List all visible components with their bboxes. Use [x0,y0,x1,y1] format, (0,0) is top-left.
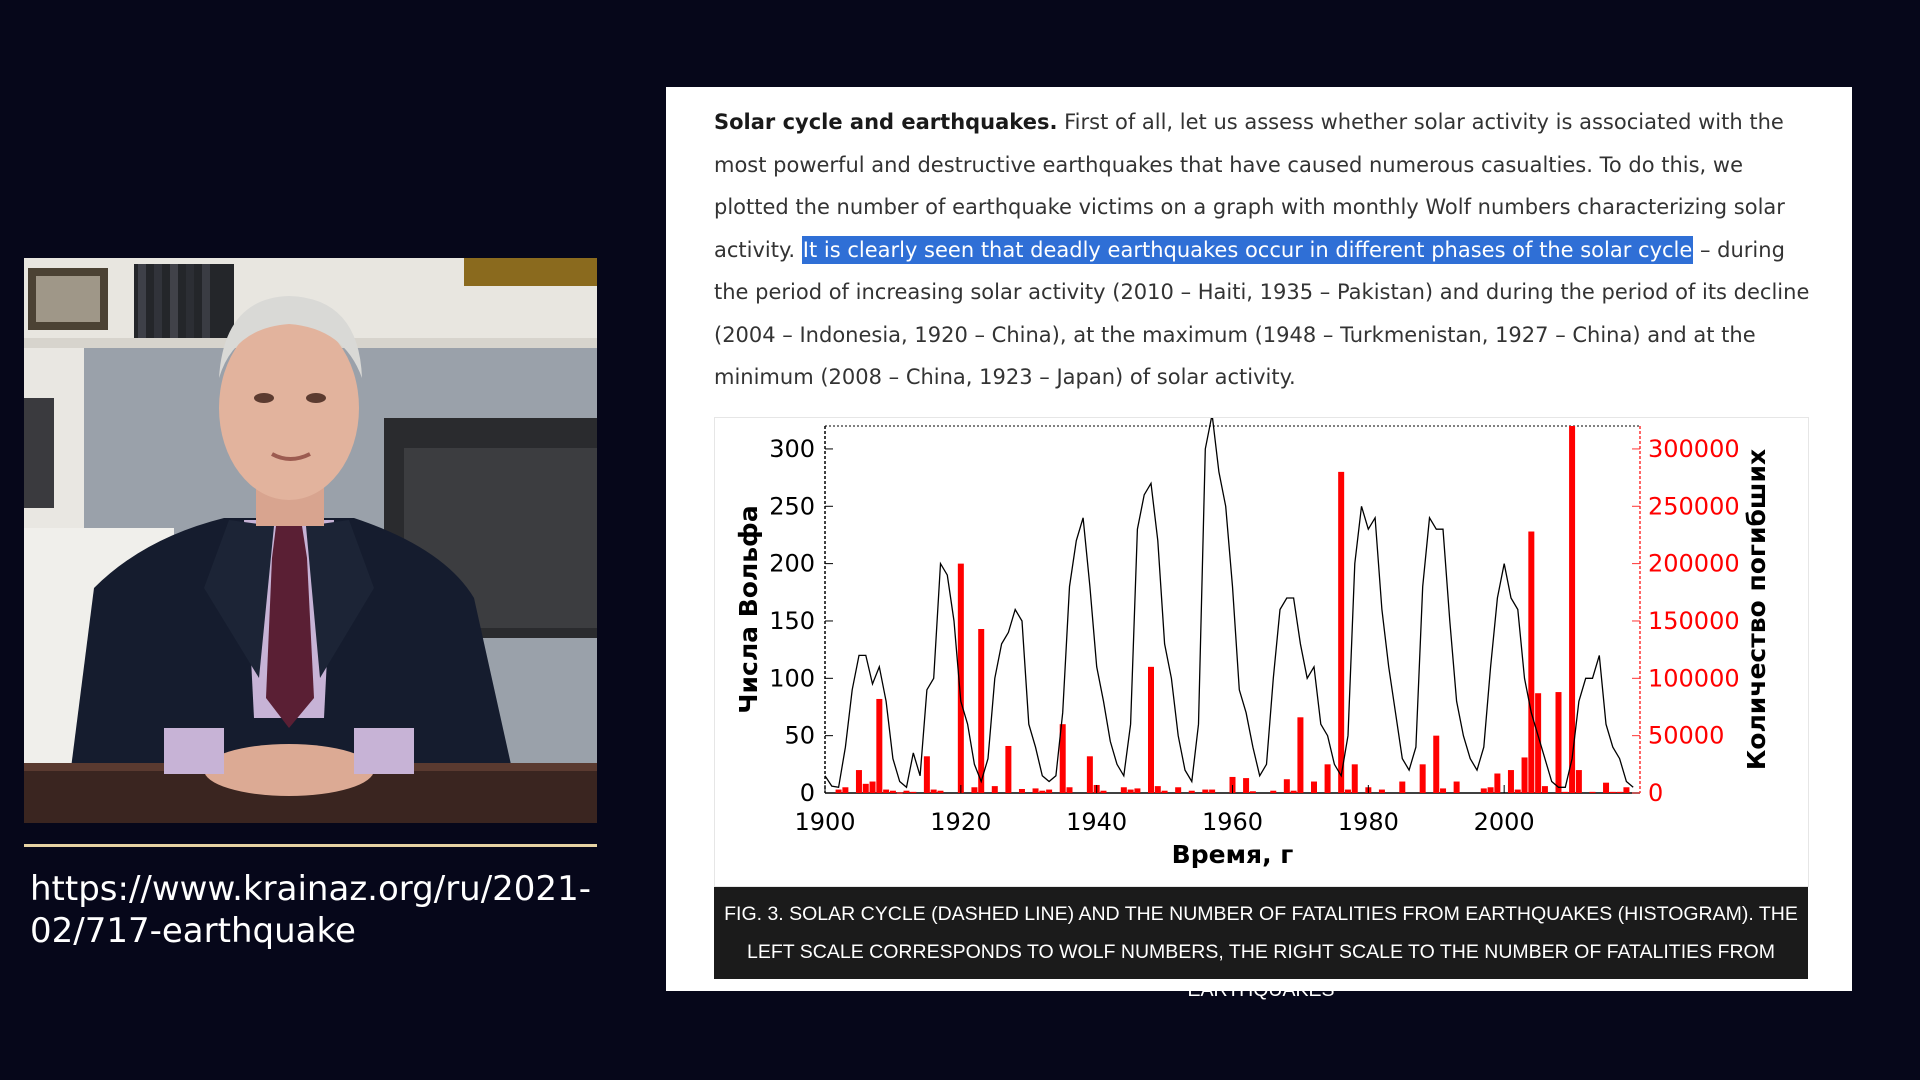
fatality-bar [1175,787,1181,793]
fatality-bar [992,786,998,793]
fatality-bar [1019,789,1025,793]
fatality-bar [1420,764,1426,793]
highlighted-text[interactable]: It is clearly seen that deadly earthquakes occur in different phases of the solar cycle [802,237,1693,262]
fatality-bar [1433,736,1439,793]
fatality-bar [924,756,930,793]
fatality-bar [904,791,910,793]
fatality-bar [1623,787,1629,793]
fatality-bar [1399,782,1405,793]
fatality-bar [1067,787,1073,793]
article-paragraph [714,101,1824,399]
fatality-bar [1617,792,1623,793]
fatality-bar [1033,788,1039,793]
fatality-bar [1121,787,1127,793]
fatality-bar [1270,791,1276,793]
fatality-bar [1100,791,1106,793]
fatality-bar [1311,782,1317,793]
fatality-bar [897,792,903,793]
fatality-bar [1494,774,1500,793]
fatality-bar [1087,756,1093,793]
fatality-bar [1576,770,1582,793]
article-card [666,87,1852,1001]
fatality-bar [1556,692,1562,793]
fatality-bar [1134,788,1140,793]
fatality-bar [1345,790,1351,793]
y-tick-label-right: 300000 [1648,434,1740,463]
fatality-bar [1039,791,1045,793]
y-axis-label-left: Числа Вольфа [734,505,763,714]
fatality-bar [1528,532,1534,793]
fatality-bar [870,782,876,793]
x-tick-label: 1920 [930,808,992,836]
divider-line [24,844,597,847]
fatality-bar [863,784,869,793]
article-text-after: – during the period of increasing solar activity (2010 – Haiti, 1935 – Pakistan) and during the period of its decline (2004 – Indonesia, 1920 – China), at the maximum (1948 – Turkmenistan, 1927 – China) and at the minimum (2008 – China, 1923 – Japan) of solar activity. [714,237,1810,389]
article-heading: Solar cycle and earthquakes. [714,110,1058,134]
y-tick-label-right: 200000 [1648,549,1740,578]
fatality-bar [1440,788,1446,793]
fatality-bar [883,790,889,793]
fatality-bar [1148,667,1154,793]
fatality-bar [1562,792,1568,793]
x-tick-label: 2000 [1473,808,1535,836]
fatality-bar [971,787,977,793]
y-axis-label-right: Количество погибших [1742,448,1771,771]
fatality-bar [1454,782,1460,793]
fatality-bar [1243,778,1249,793]
x-tick-label: 1940 [1066,808,1128,836]
y-tick-label-right: 250000 [1648,492,1740,521]
presenter-video[interactable] [24,258,597,823]
fatality-bar [1522,757,1528,793]
y-tick-label-left: 0 [799,779,815,807]
x-tick-label: 1900 [794,808,856,836]
y-tick-label-right: 0 [1648,779,1664,807]
fatality-bar [1508,770,1514,793]
fatality-bar [1610,792,1616,793]
fatality-bar [1291,791,1297,793]
fatality-bar [1209,790,1215,793]
fatality-bar [836,790,842,793]
fatality-bar [1515,790,1521,793]
y-tick-label-left: 150 [769,606,815,635]
chart-svg [715,418,1808,886]
y-tick-label-left: 100 [769,664,815,693]
fatality-bar [1542,786,1548,793]
fatality-bar [1603,783,1609,793]
fatality-bar [890,791,896,793]
fatality-bar [1297,717,1303,793]
x-tick-label: 1960 [1201,808,1264,836]
x-tick-label: 1980 [1337,808,1399,836]
fatality-bar [1338,472,1344,793]
fatality-bar [1284,779,1290,793]
fatality-bar [1155,786,1161,793]
fatality-bar [1005,746,1011,793]
y-tick-label-right: 100000 [1648,664,1740,693]
fatality-bar [876,699,882,793]
fatality-bar [1352,764,1358,793]
fatality-bar [1046,790,1052,793]
y-tick-label-left: 50 [784,721,815,750]
fatality-bar [931,790,937,793]
wolf-number-line [825,418,1633,787]
fatality-bar [1162,791,1168,793]
fatality-bar [1325,764,1331,793]
y-tick-label-left: 300 [769,434,815,463]
fatality-bar [1488,787,1494,793]
fatality-bar [937,791,943,793]
x-axis-label: Время, г [1171,840,1294,869]
fatality-bar [978,629,984,793]
fatality-bar [1250,791,1256,793]
figure-caption: FIG. 3. SOLAR CYCLE (DASHED LINE) AND THE NUMBER OF FATALITIES FROM EARTHQUAKES (HISTOGRAM). THE LEFT SCALE CORRESPONDS TO WOLF NUMBERS, THE RIGHT SCALE TO THE NUMBER OF FATALITIES FROM EARTHQUAKES [714,887,1808,979]
presenter-image [24,258,597,823]
source-url: https://www.krainaz.org/ru/2021-02/717-earthquake [30,869,591,951]
fatality-bar [842,787,848,793]
article-text-before: First of all, let us assess whether solar activity is associated with the most powerful and destructive earthquakes that have caused numerous casualties. To do this, we plotted the number of earthquake victims on a graph with monthly Wolf numbers characterizing solar activity. [714,110,1785,262]
fatality-bar [910,792,916,793]
figure-chart [714,417,1809,887]
fatality-bar [1481,788,1487,793]
fatality-bar [1202,790,1208,793]
fatality-bar [1589,792,1595,793]
y-tick-label-left: 250 [769,492,815,521]
fatality-bar [1379,790,1385,793]
y-tick-label-right: 50000 [1648,721,1725,750]
fatality-bar [856,770,862,793]
y-tick-label-right: 150000 [1648,606,1740,635]
y-tick-label-left: 200 [769,549,815,578]
fatality-bar [1128,790,1134,793]
fatality-bar [1189,791,1195,793]
